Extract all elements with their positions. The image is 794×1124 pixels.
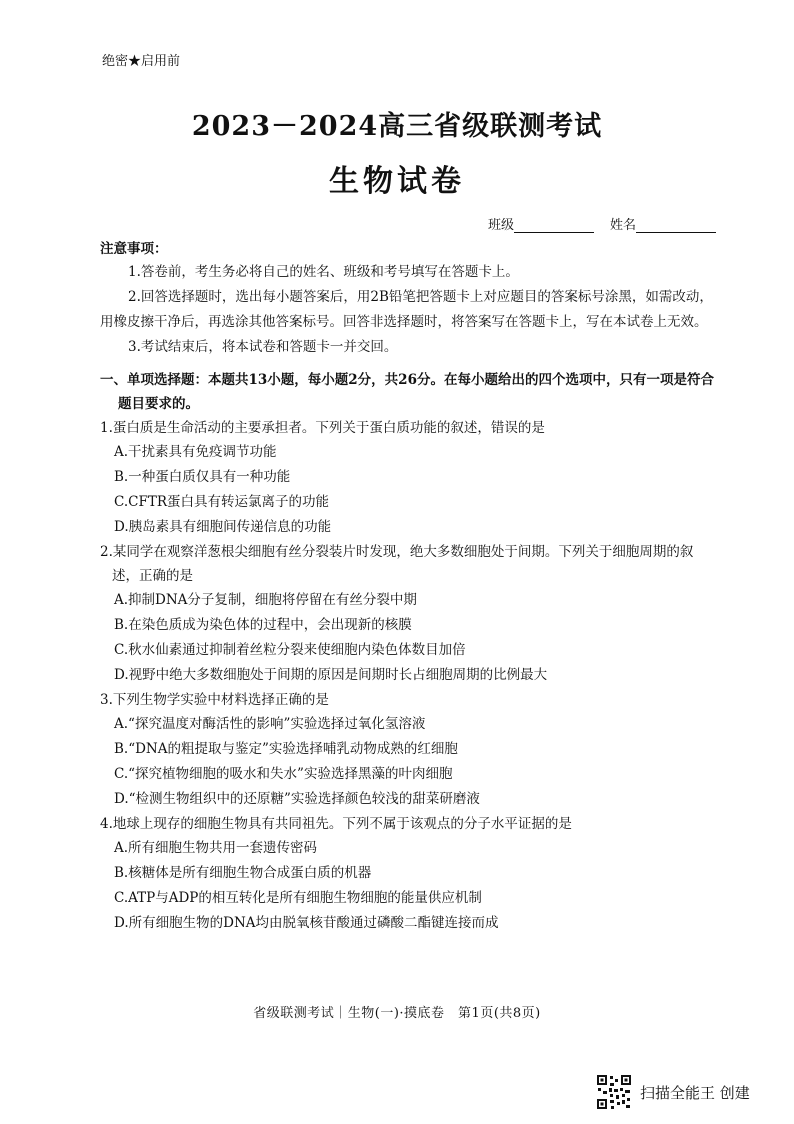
option-b: B.“DNA的粗提取与鉴定”实验选择哺乳动物成熟的红细胞 (114, 741, 458, 757)
question-stem: 2.某同学在观察洋葱根尖细胞有丝分裂装片时发现，绝大多数细胞处于间期。下列关于细胞周期的叙述，正确的是 (100, 544, 694, 584)
secret-label: 绝密★启用前 (102, 54, 181, 69)
option-c: C.“探究植物细胞的吸水和失水”实验选择黑藻的叶肉细胞 (114, 766, 453, 782)
scanner-label: 扫描全能王 创建 (640, 1083, 750, 1102)
notes-heading: 注意事项： (100, 241, 168, 257)
exam-content (100, 238, 720, 936)
option-b: B.核糖体是所有细胞生物合成蛋白质的机器 (114, 865, 372, 881)
option-b: B.在染色质成为染色体的过程中，会出现新的核膜 (114, 617, 412, 633)
student-fields (488, 214, 716, 233)
option-a: A.“探究温度对酶活性的影响”实验选择过氧化氢溶液 (114, 716, 426, 732)
option-b: B.一种蛋白质仅具有一种功能 (114, 469, 291, 485)
option-d: D.视野中绝大多数细胞处于间期的原因是间期时长占细胞周期的比例最大 (114, 667, 548, 683)
name-blank (636, 219, 716, 233)
option-a: A.干扰素具有免疫调节功能 (114, 444, 277, 460)
question-3 (100, 688, 720, 812)
option-d: D.所有细胞生物的DNA均由脱氧核苷酸通过磷酸二酯键连接而成 (114, 915, 499, 931)
question-stem: 1.蛋白质是生命活动的主要承担者。下列关于蛋白质功能的叙述，错误的是 (100, 420, 545, 436)
option-d: D.胰岛素具有细胞间传递信息的功能 (114, 519, 332, 535)
note-item: 1.答卷前，考生务必将自己的姓名、班级和考号填写在答题卡上。 (128, 264, 519, 280)
option-c: C.ATP与ADP的相互转化是所有细胞生物细胞的能量供应机制 (114, 890, 482, 906)
note-item: 3.考试结束后，将本试卷和答题卡一并交回。 (128, 339, 398, 355)
question-stem: 3.下列生物学实验中材料选择正确的是 (100, 692, 329, 708)
option-a: A.所有细胞生物共用一套遗传密码 (114, 840, 318, 856)
qr-code-icon (596, 1074, 632, 1110)
question-4 (100, 812, 720, 936)
question-2 (100, 540, 720, 688)
name-label: 姓名 (610, 218, 637, 233)
page-footer: 省级联测考试｜生物(一)·摸底卷 第1页(共8页) (253, 1006, 541, 1021)
exam-subtitle: 生物试卷 (329, 164, 465, 199)
scanner-watermark (596, 1074, 750, 1110)
question-1 (100, 416, 720, 540)
class-label: 班级 (488, 218, 515, 233)
option-d: D.“检测生物组织中的还原糖”实验选择颜色较浅的甜菜研磨液 (114, 791, 480, 807)
section-heading: 一、单项选择题：本题共13小题，每小题2分，共26分。在每小题给出的四个选项中，只有一项是符合题目要求的。 (100, 372, 714, 412)
option-a: A.抑制DNA分子复制，细胞将停留在有丝分裂中期 (114, 592, 417, 608)
option-c: C.秋水仙素通过抑制着丝粒分裂来使细胞内染色体数目加倍 (114, 642, 466, 658)
note-item: 2.回答选择题时，选出每小题答案后，用2B铅笔把答题卡上对应题目的答案标号涂黑，如需改动，用橡皮擦干净后，再选涂其他答案标号。回答非选择题时，将答案写在答题卡上，写在本试卷上无效。 (100, 289, 713, 330)
exam-title: 2023－2024高三省级联测考试 (191, 111, 603, 142)
question-stem: 4.地球上现存的细胞生物具有共同祖先。下列不属于该观点的分子水平证据的是 (100, 816, 572, 832)
class-blank (514, 219, 594, 233)
option-c: C.CFTR蛋白具有转运氯离子的功能 (114, 494, 330, 510)
